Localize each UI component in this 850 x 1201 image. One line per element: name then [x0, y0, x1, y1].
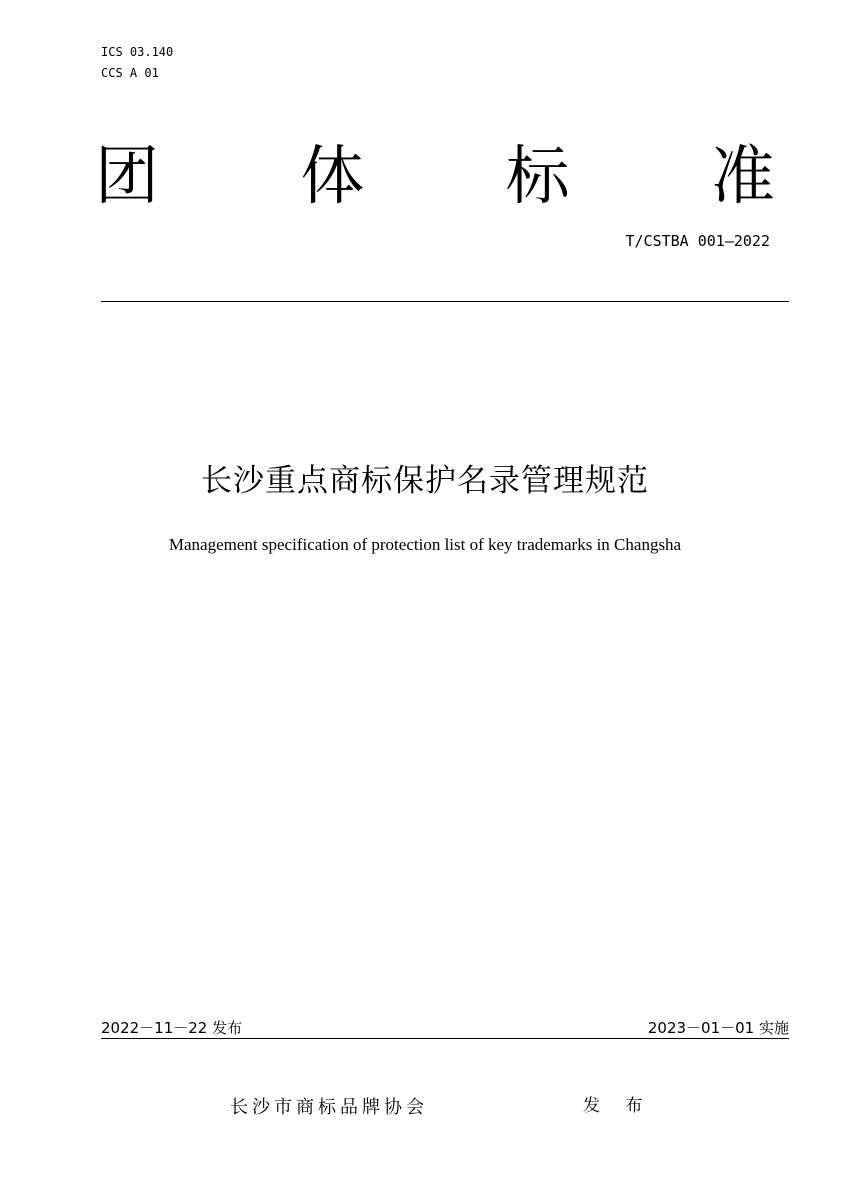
english-title: Management specification of protection list of key trademarks in Changsha [168, 535, 682, 554]
doc-type-char-4: 准 [710, 140, 775, 214]
doc-type-char-1: 团 [95, 140, 159, 214]
implement-date: 2023－01－01 实施 [647, 1019, 789, 1037]
ics-code: ICS 03.140 [101, 45, 174, 59]
standard-number: T/CSTBA 001—2022 [625, 232, 770, 250]
publish-label: 发 布 [583, 1096, 653, 1116]
publisher-name: 长沙市商标品牌协会 [230, 1097, 428, 1118]
bottom-divider [101, 1038, 789, 1039]
top-divider [101, 301, 789, 302]
ccs-code: CCS A 01 [101, 66, 159, 80]
doc-type-char-2: 体 [300, 140, 365, 214]
publish-date: 2022－11－22 发布 [101, 1019, 243, 1037]
chinese-title: 长沙重点商标保护名录管理规范 [201, 463, 649, 499]
classification-codes [101, 42, 173, 84]
document-type-title [95, 132, 775, 222]
doc-type-char-3: 标 [505, 140, 570, 214]
